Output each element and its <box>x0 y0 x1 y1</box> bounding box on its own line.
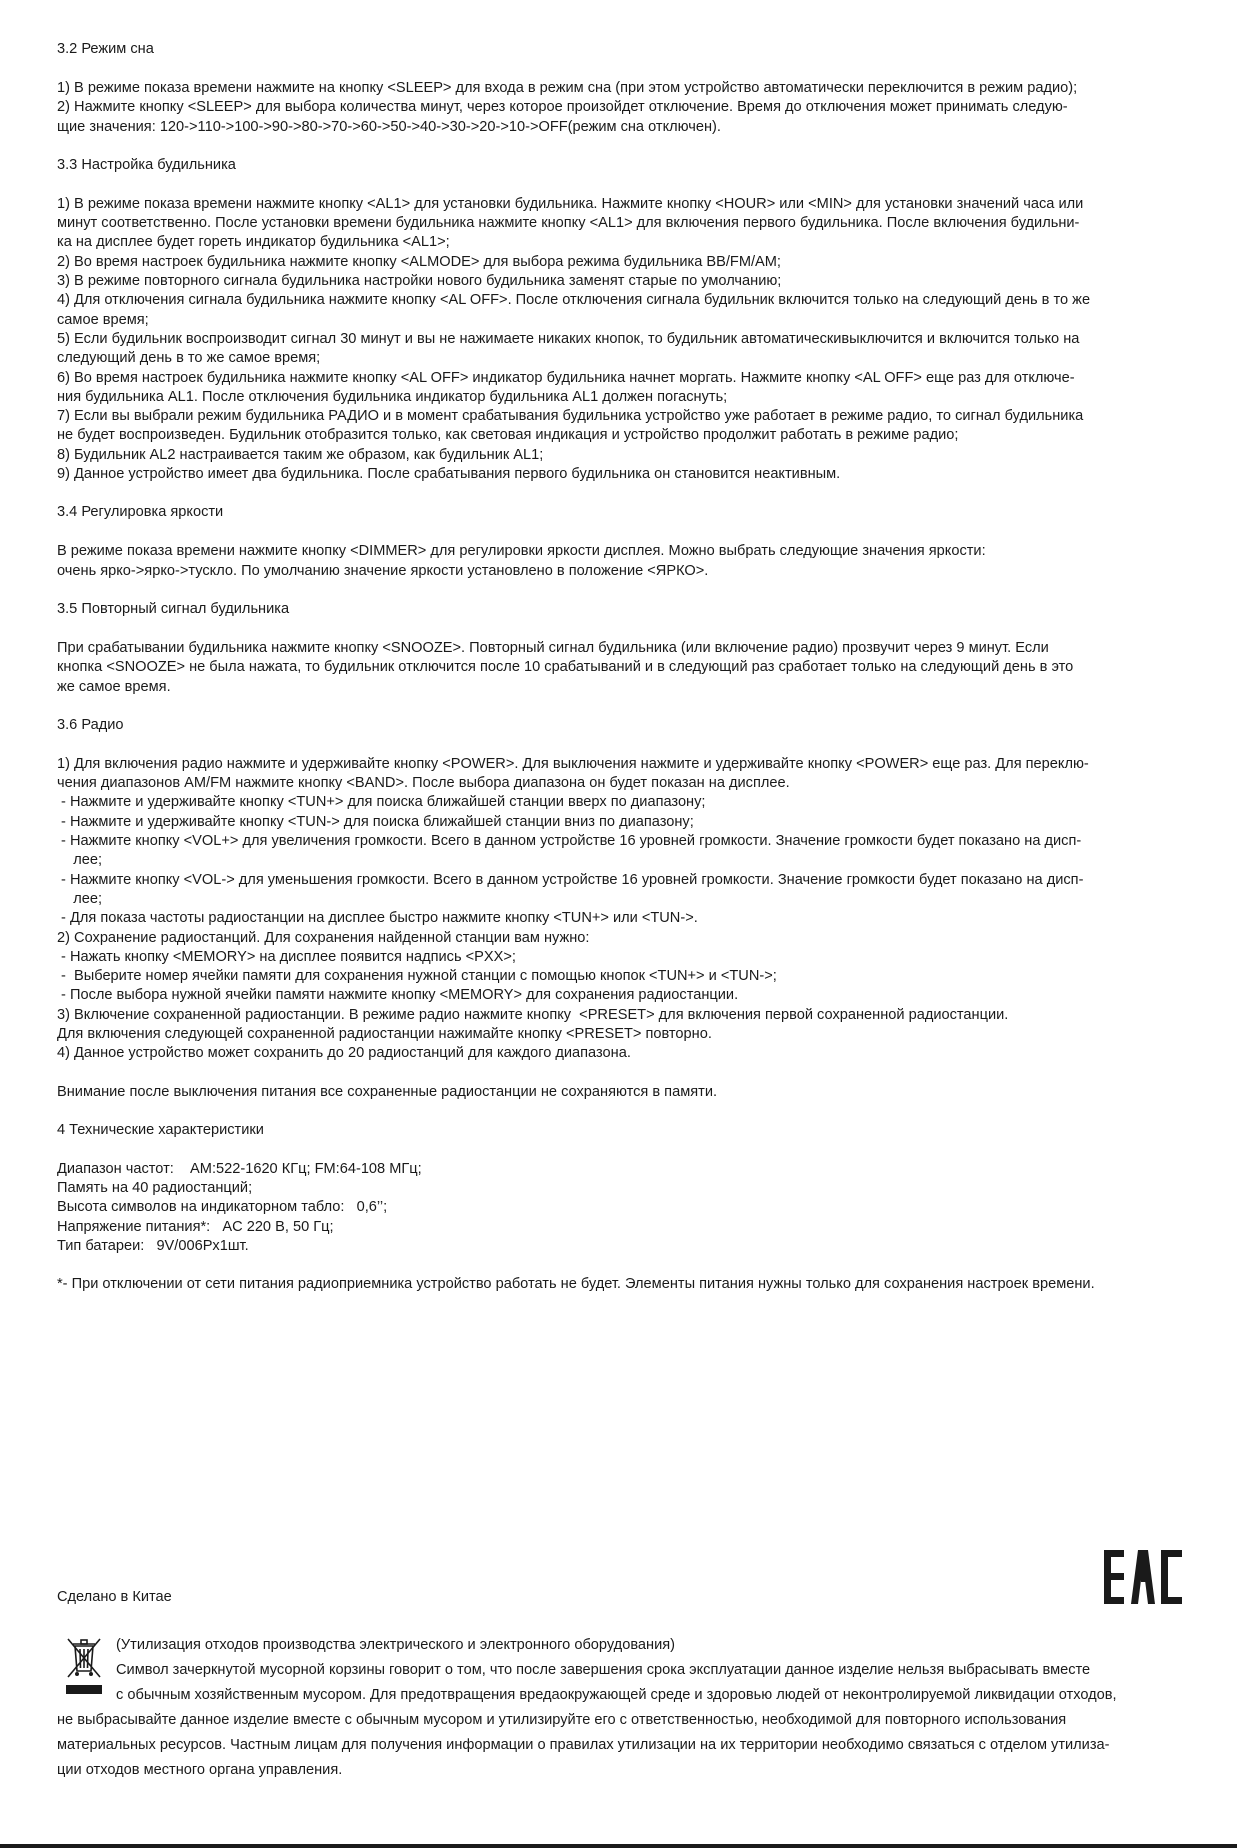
radio-line: лее; <box>57 852 103 869</box>
radio-line: - Нажмите кнопку <VOL+> для увеличения громкости. Всего в данном устройстве 16 уровней громкости. Значение громкости будет показано на дисп- <box>57 833 1082 850</box>
alarm-line: 5) Если будильник воспроизводит сигнал 30 минут и вы не нажимаете никаких кнопок, то будильник автоматическивыключится и включится только на <box>57 330 1080 347</box>
alarm-line: 3) В режиме повторного сигнала будильника настройки нового будильника заменят старые по умолчанию; <box>57 273 782 290</box>
spec-footnote: *- При отключении от сети питания радиоприемника устройство работать не будет. Элементы питания нужны только для сохранения настроек времени. <box>57 1276 1095 1293</box>
sleep-line: 1) В режиме показа времени нажмите на кнопку <SLEEP> для входа в режим сна (при этом устройство автоматически переключится в режим радио); <box>57 80 1078 96</box>
spec-line: Диапазон частот: AM:522-1620 КГц; FM:64-108 МГц; <box>57 1160 422 1177</box>
alarm-line: минут соответственно. После установки времени будильника нажмите кнопку <AL1> для включения первого будильника. После включения будильни- <box>57 215 1080 232</box>
radio-line: - Выберите номер ячейки памяти для сохранения нужной станции с помощью кнопок <TUN+> и <TUN->; <box>57 968 777 985</box>
radio-line: 1) Для включения радио нажмите и удерживайте кнопку <POWER>. Для выключения нажмите и удерживайте кнопку <POWER> еще раз. Для переклю- <box>57 755 1089 772</box>
spec-line: Напряжение питания*: AC 220 В, 50 Гц; <box>57 1218 334 1235</box>
spec-line: Тип батареи: 9V/006Рх1шт. <box>57 1238 249 1255</box>
alarm-line: 8) Будильник AL2 настраивается таким же образом, как будильник AL1; <box>57 446 544 463</box>
radio-line: - Нажать кнопку <MEMORY> на дисплее появится надпись <PXX>; <box>57 948 516 965</box>
snooze-line: же самое время. <box>57 678 171 695</box>
section-title-specs: 4 Технические характеристики <box>57 1121 264 1138</box>
brightness-line: В режиме показа времени нажмите кнопку <DIMMER> для регулировки яркости дисплея. Можно выбрать следующие значения яркости: <box>57 543 986 560</box>
alarm-line: 4) Для отключения сигнала будильника нажмите кнопку <AL OFF>. После отключения сигнала будильник включится только на следующий день в то же <box>57 292 1091 309</box>
alarm-line: 2) Во время настроек будильника нажмите кнопку <ALMODE> для выбора режима будильника BB/FM/AM; <box>57 253 781 270</box>
snooze-line: При срабатывании будильника нажмите кнопку <SNOOZE>. Повторный сигнал будильника (или включение радио) прозвучит через 9 минут. Если <box>57 639 1049 656</box>
spec-line: Память на 40 радиостанций; <box>57 1180 253 1197</box>
radio-line: - Нажмите и удерживайте кнопку <TUN+> для поиска ближайшей станции вверх по диапазону; <box>57 794 706 811</box>
bottom-rule <box>0 1844 1237 1848</box>
alarm-line: 7) Если вы выбрали режим будильника РАДИО и в момент срабатывания будильника устройство уже работает в режиме радио, то сигнал будильника <box>57 408 1084 425</box>
alarm-line: ния будильника AL1. После отключения будильника индикатор будильника AL1 должен погаснуть; <box>57 388 728 405</box>
alarm-line: 9) Данное устройство имеет два будильника. После срабатывания первого будильника он становится неактивным. <box>57 466 841 483</box>
sleep-line: 2) Нажмите кнопку <SLEEP> для выбора количества минут, через которое произойдет отключение. Время до отключения может принимать следую- <box>57 99 1068 116</box>
section-title-brightness: 3.4 Регулировка яркости <box>57 504 224 521</box>
manual-page <box>57 40 1197 1295</box>
radio-line: Для включения следующей сохраненной радиостанции нажимайте кнопку <PRESET> повторно. <box>57 1025 712 1042</box>
radio-line: 2) Сохранение радиостанций. Для сохранения найденной станции вам нужно: <box>57 929 590 946</box>
section-title-radio: 3.6 Радио <box>57 716 124 733</box>
eac-mark-icon <box>1104 1548 1182 1606</box>
weee-line: с обычным хозяйственным мусором. Для предотвращения вредаокружающей среде и здоровью людей от неконтролируемой ликвидации отходов, <box>116 1687 1117 1703</box>
radio-line: - Нажмите кнопку <VOL-> для уменьшения громкости. Всего в данном устройстве 16 уровней громкости. Значение громкости будет показано на дисп- <box>57 871 1084 888</box>
weee-line: Символ зачеркнутой мусорной корзины говорит о том, что после завершения срока эксплуатации данное изделие нельзя выбрасывать вместе <box>116 1662 1091 1678</box>
radio-line: 3) Включение сохраненной радиостанции. В режиме радио нажмите кнопку <PRESET> для включения первой сохраненной радиостанции. <box>57 1006 1009 1023</box>
snooze-line: кнопка <SNOOZE> не была нажата, то будильник отключится после 10 срабатываний и в следующий раз сработает только на следующий день в это <box>57 659 1074 676</box>
section-title-snooze: 3.5 Повторный сигнал будильника <box>57 600 290 617</box>
sleep-line: щие значения: 120->110->100->90->80->70->60->50->40->30->20->10->OFF(режим сна отключен). <box>57 118 721 135</box>
weee-notice <box>57 1633 1197 1783</box>
weee-line: ции отходов местного органа управления. <box>57 1762 343 1778</box>
weee-line: (Утилизация отходов производства электрического и электронного оборудования) <box>116 1637 675 1653</box>
section-title-alarm: 3.3 Настройка будильника <box>57 156 236 173</box>
alarm-line: ка на дисплее будет гореть индикатор будильника <AL1>; <box>57 234 450 251</box>
alarm-line: 1) В режиме показа времени нажмите кнопку <AL1> для установки будильника. Нажмите кнопку <HOUR> или <MIN> для установки значений часа или <box>57 195 1084 212</box>
spec-line: Высота символов на индикаторном табло: 0,6’’; <box>57 1199 388 1216</box>
alarm-line: не будет воспроизведен. Будильник отобразится только, как световая индикация и устройство продолжит работать в режиме радио; <box>57 427 959 444</box>
made-in-label: Сделано в Китае <box>57 1589 172 1605</box>
alarm-line: следующий день в то же самое время; <box>57 350 321 367</box>
radio-line: - После выбора нужной ячейки памяти нажмите кнопку <MEMORY> для сохранения радиостанции. <box>57 987 739 1004</box>
radio-note: Внимание после выключения питания все сохраненные радиостанции не сохраняются в памяти. <box>57 1083 718 1100</box>
weee-line: материальных ресурсов. Частным лицам для получения информации о правилах утилизации на их территории необходимо связаться с отделом утилиза- <box>57 1737 1110 1753</box>
brightness-line: очень ярко->ярко->тускло. По умолчанию значение яркости установлено в положение <ЯРКО>. <box>57 562 709 579</box>
radio-line: - Нажмите и удерживайте кнопку <TUN-> для поиска ближайшей станции вниз по диапазону; <box>57 813 694 830</box>
weee-line: не выбрасывайте данное изделие вместе с обычным мусором и утилизируйте его с ответственностью, необходимой для повторного использования <box>57 1712 1067 1728</box>
radio-line: чения диапазонов AM/FM нажмите кнопку <BAND>. После выбора диапазона он будет показан на дисплее. <box>57 775 790 792</box>
alarm-line: 6) Во время настроек будильника нажмите кнопку <AL OFF> индикатор будильника начнет моргать. Нажмите кнопку <AL OFF> еще раз для отключе- <box>57 369 1075 386</box>
section-title-sleep: 3.2 Режим сна <box>57 41 154 57</box>
radio-line: лее; <box>57 890 103 907</box>
radio-line: 4) Данное устройство может сохранить до 20 радиостанций для каждого диапазона. <box>57 1045 631 1062</box>
alarm-line: самое время; <box>57 311 149 328</box>
radio-line: - Для показа частоты радиостанции на дисплее быстро нажмите кнопку <TUN+> или <TUN->. <box>57 910 698 927</box>
